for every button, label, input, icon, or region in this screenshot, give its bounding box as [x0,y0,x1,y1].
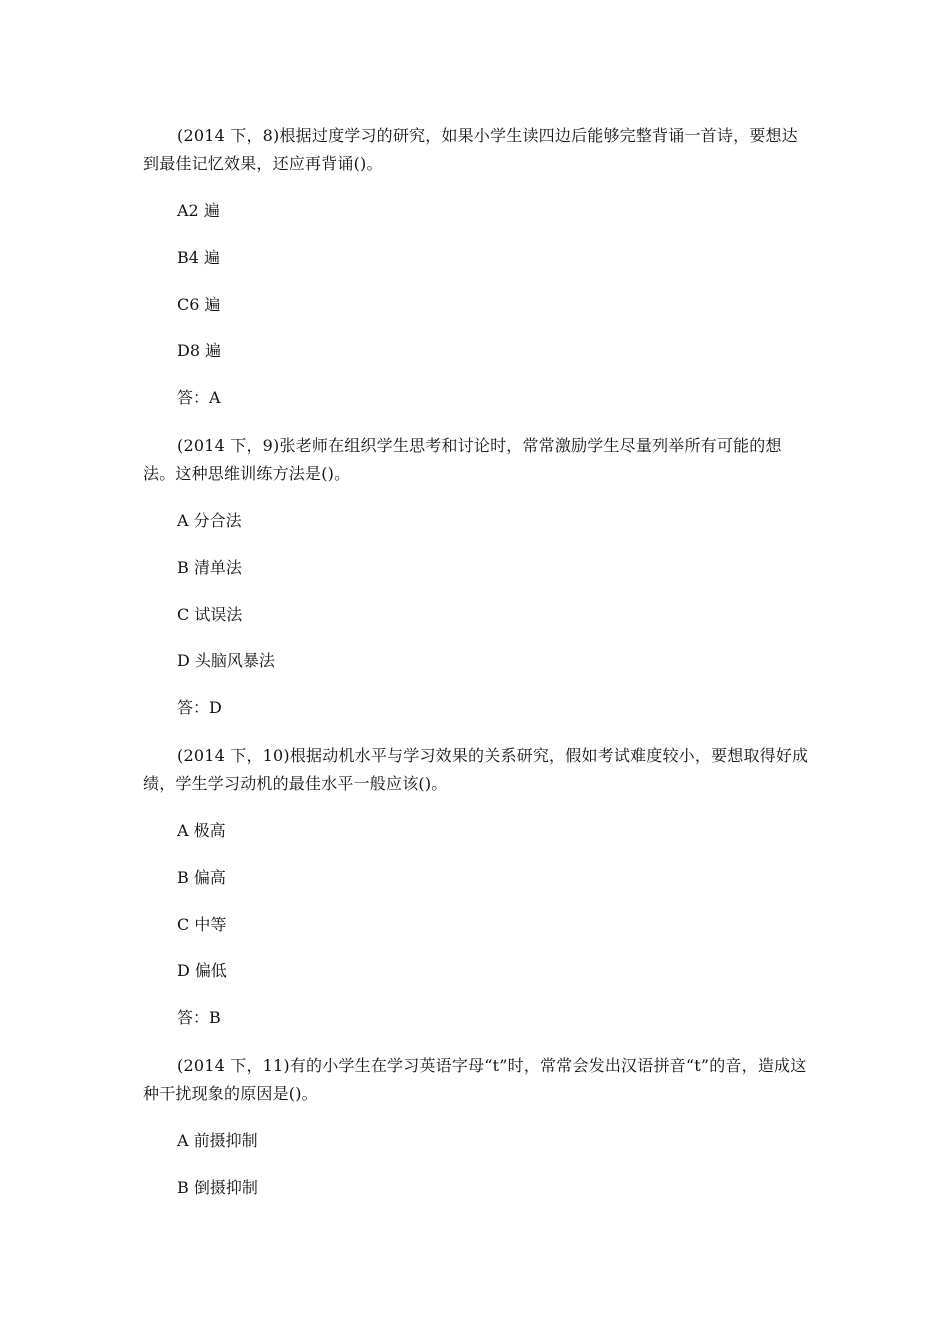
option-b: B 偏高 [177,868,226,887]
option-b: B 清单法 [177,558,242,577]
option-a: A 前摄抑制 [177,1131,258,1150]
option-b: B4 遍 [177,248,221,267]
answer: 答：D [177,698,222,717]
question-stem: (2014 下，11)有的小学生在学习英语字母“t”时，常常会发出汉语拼音“t”的音，造成这种干扰现象的原因是()。 [143,1056,807,1103]
option-a: A 分合法 [177,511,242,530]
option-b: B 倒摄抑制 [177,1178,258,1197]
option-a: A2 遍 [177,201,220,220]
option-d: D8 遍 [177,341,222,360]
option-d: D 头脑风暴法 [177,651,275,670]
question-stem: (2014 下，8)根据过度学习的研究，如果小学生读四边后能够完整背诵一首诗，要想达到最佳记忆效果，还应再背诵()。 [143,126,798,173]
option-c: C 试误法 [177,605,243,624]
option-d: D 偏低 [177,961,227,980]
option-a: A 极高 [177,821,226,840]
answer: 答：A [177,388,221,407]
question-stem: (2014 下，9)张老师在组织学生思考和讨论时，常常激励学生尽量列举所有可能的想法。这种思维训练方法是()。 [143,436,782,483]
option-c: C6 遍 [177,295,221,314]
answer: 答：B [177,1008,221,1027]
option-c: C 中等 [177,915,227,934]
question-stem: (2014 下，10)根据动机水平与学习效果的关系研究，假如考试难度较小，要想取得好成绩，学生学习动机的最佳水平一般应该()。 [143,746,809,793]
